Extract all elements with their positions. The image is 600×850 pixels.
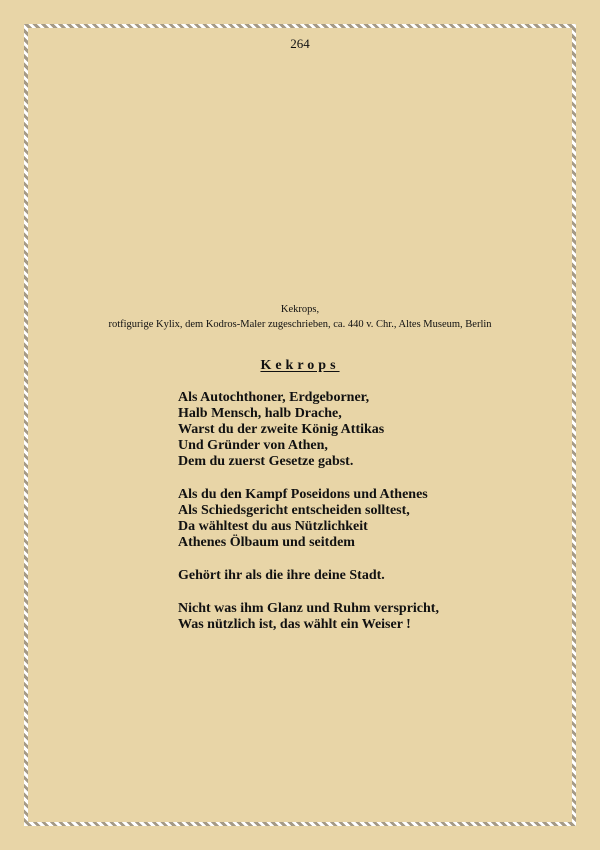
poem-line: Nicht was ihm Glanz und Ruhm verspricht, [178,601,439,616]
poem-line: Gehört ihr als die ihre deine Stadt. [178,568,385,583]
poem-line: Warst du der zweite König Attikas [178,422,385,437]
poem-line: Als Schiedsgericht entscheiden solltest, [178,503,410,518]
poem-line: Als Autochthoner, Erdgeborner, [178,390,370,405]
poem-stanza [178,568,439,584]
caption-line: Kekrops, [280,304,320,315]
poem-body [178,390,439,650]
poem-line: Und Gründer von Athen, [178,438,328,453]
caption-line: rotfigurige Kylix, dem Kodros-Maler zugeschrieben, ca. 440 v. Chr., Altes Museum, Berlin [108,319,492,330]
poem-stanza [178,487,439,551]
poem-stanza [178,390,439,470]
poem-line: Als du den Kampf Poseidons und Athenes [178,487,428,502]
poem-line: Was nützlich ist, das wählt ein Weiser ! [178,617,411,632]
page-number: 264 [290,36,310,51]
poem-stanza [178,601,439,633]
poem-line: Halb Mensch, halb Drache, [178,406,342,421]
poem-line: Da wähltest du aus Nützlichkeit [178,519,368,534]
poem-line: Athenes Ölbaum und seitdem [178,535,355,550]
image-caption [0,302,600,332]
poem-title: Kekrops [260,358,340,373]
poem-line: Dem du zuerst Gesetze gabst. [178,454,354,469]
